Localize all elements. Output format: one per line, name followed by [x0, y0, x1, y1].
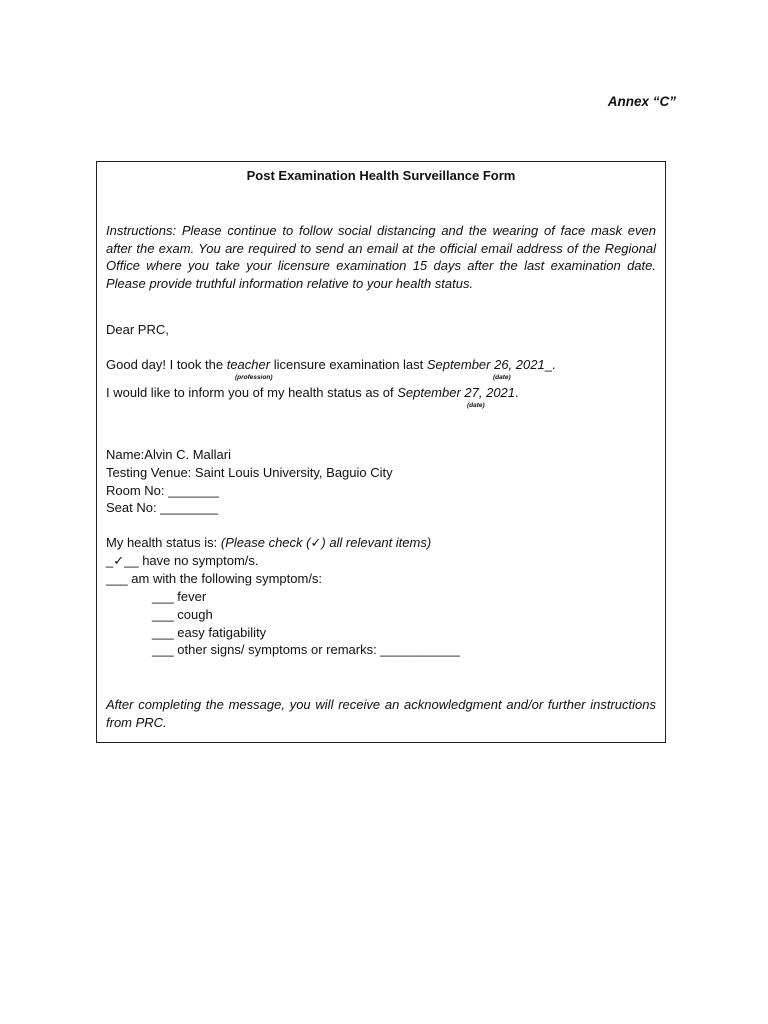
profession-value: teacher	[226, 357, 271, 372]
with-symptoms-option: ___ am with the following symptom/s:	[106, 571, 323, 586]
profession-caption: (profession)	[235, 374, 273, 381]
no-symptoms-option: _✓__ have no symptom/s.	[106, 553, 259, 568]
health-status-prefix: My health status is:	[106, 535, 221, 550]
symptom-easy-fatigability: ___ easy fatigability	[152, 625, 267, 640]
exam-line-prefix: Good day! I took the	[106, 357, 227, 372]
annex-label: Annex “C”	[607, 94, 676, 109]
status-line-suffix: .	[515, 385, 519, 400]
exam-date-value: September 26, 2021	[426, 357, 545, 372]
room-number-field: Room No: _______	[106, 483, 219, 498]
instructions-paragraph: Instructions: Please continue to follow social distancing and the wearing of face mask even after the exam. You are required to send an email at the official email address of the Regional Office where you take your licensure examination 15 days after the last examination date. Please provide truthful information relative to your health status.	[106, 223, 656, 291]
salutation: Dear PRC,	[106, 322, 169, 337]
exam-line-middle: licensure examination last	[270, 357, 427, 372]
health-status-hint: (Please check (✓) all relevant items)	[220, 535, 432, 550]
form-title: Post Examination Health Surveillance Form	[246, 168, 516, 183]
closing-paragraph: After completing the message, you will receive an acknowledgment and/or further instructions from PRC.	[106, 697, 656, 730]
status-line	[106, 385, 519, 401]
exam-line	[106, 357, 556, 373]
status-date-caption: (date)	[467, 402, 485, 409]
exam-date-caption: (date)	[493, 374, 511, 381]
name-field: Name:Alvin C. Mallari	[106, 447, 231, 462]
symptom-fever: ___ fever	[152, 589, 207, 604]
symptom-cough: ___ cough	[152, 607, 213, 622]
testing-venue-field: Testing Venue: Saint Louis University, Baguio City	[106, 465, 393, 480]
health-status-line	[106, 535, 431, 551]
seat-number-field: Seat No: ________	[106, 500, 219, 515]
symptom-other-remarks: ___ other signs/ symptoms or remarks: ___________	[152, 642, 460, 657]
exam-line-suffix: _.	[544, 357, 556, 372]
status-line-prefix: I would like to inform you of my health status as of	[106, 385, 398, 400]
status-date-value: September 27, 2021	[397, 385, 516, 400]
health-surveillance-form	[96, 161, 666, 743]
